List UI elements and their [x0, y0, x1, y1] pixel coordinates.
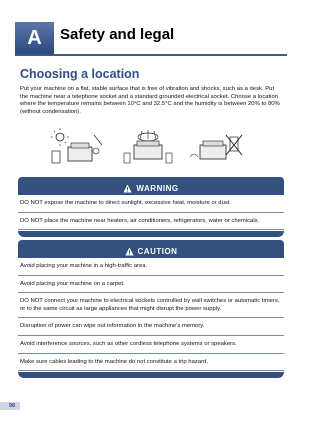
- caution-header: [18, 244, 284, 258]
- no-interference-illustration: [186, 127, 246, 167]
- intro-paragraph: Put your machine on a flat, stable surface that is free of vibration and shocks, such as a desk. Put the machine near a telephone socket and a standard grounded electrical socket. Choose a location where the temperature remains between 10°C and 32.5°C and the humidity is between 20% to 80% (without condensation).: [20, 86, 280, 115]
- warning-triangle-icon: [123, 184, 132, 193]
- caution-box: [18, 244, 284, 378]
- caution-item: Disruption of power can wipe out information in the machine’s memory.: [18, 318, 284, 336]
- caution-footer: [18, 372, 284, 378]
- caution-item: Avoid placing your machine in a high-traffic area.: [18, 258, 284, 276]
- chapter-tab: [15, 22, 54, 54]
- warning-footer: [18, 231, 284, 237]
- caution-item: Make sure cables leading to the machine do not constitute a trip hazard.: [18, 354, 284, 372]
- caution-label: CAUTION: [137, 246, 178, 256]
- chapter-letter: A: [27, 26, 42, 49]
- chapter-divider: [15, 54, 287, 56]
- sunlight-heat-illustration: [46, 127, 106, 167]
- warning-header: [18, 181, 284, 195]
- warning-box: [18, 181, 284, 237]
- warning-label: WARNING: [136, 183, 179, 193]
- page-number: 98: [9, 403, 16, 409]
- section-title: Choosing a location: [20, 67, 140, 81]
- caution-item: Avoid interference sources, such as other cordless telephone systems or speakers.: [18, 336, 284, 354]
- caution-item: DO NOT connect your machine to electrical sockets controlled by wall switches or automatic timers, or to the same circuit as large appliances that might disrupt the power supply.: [18, 293, 284, 318]
- chapter-title: Safety and legal: [60, 26, 175, 43]
- water-chemicals-illustration: [118, 127, 178, 167]
- caution-triangle-icon: [125, 247, 134, 256]
- caution-item: Avoid placing your machine on a carpet.: [18, 276, 284, 294]
- warning-item: DO NOT place the machine near heaters, air conditioners, refrigerators, water or chemicals.: [18, 213, 284, 231]
- warning-item: DO NOT expose the machine to direct sunlight, excessive heat, moisture or dust.: [18, 195, 284, 213]
